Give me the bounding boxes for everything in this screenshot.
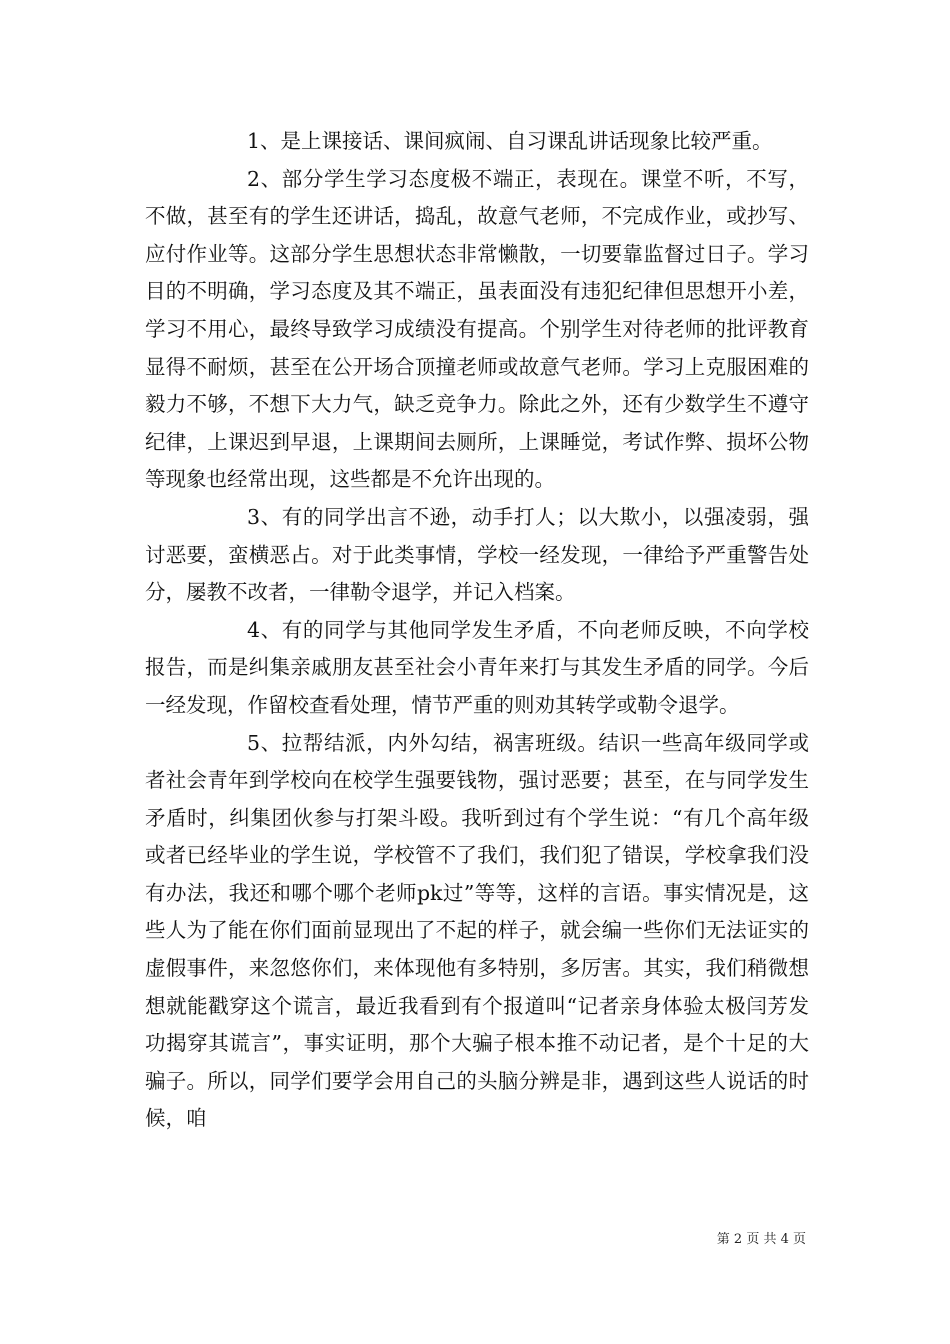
paragraph-item-5: 5、拉帮结派，内外勾结，祸害班级。结识一些高年级同学或者社会青年到学校向在校学生强要钱物，强讨恶要；甚至，在与同学发生矛盾时，纠集团伙参与打架斗殴。我听到过有个学生说：“有几个高年级或者已经毕业的学生说，学校管不了我们，我们犯了错误，学校拿我们没有办法，我还和哪个哪个老师pk过”等等，这样的言语。事实情况是，这些人为了能在你们面前显现出了不起的样子，就会编一些你们无法证实的虚假事件，来忽悠你们，来体现他有多特别，多厉害。其实，我们稍微想想就能戳穿这个谎言，最近我看到有个报道叫“记者亲身体验太极闫芳发功揭穿其谎言”，事实证明，那个大骗子根本推不动记者，是个十足的大骗子。所以，同学们要学会用自己的头脑分辨是非，遇到这些人说话的时候，咱 bbox=[145, 730, 809, 1131]
paragraph-item-4: 4、有的同学与其他同学发生矛盾，不向老师反映，不向学校报告，而是纠集亲戚朋友甚至社会小青年来打与其发生矛盾的同学。今后一经发现，作留校查看处理，情节严重的则劝其转学或勒令退学。 bbox=[145, 617, 809, 717]
paragraph-item-1: 1、是上课接话、课间疯闹、自习课乱讲话现象比较严重。 bbox=[247, 129, 773, 153]
paragraph-item-2: 2、部分学生学习态度极不端正，表现在。课堂不听，不写，不做，甚至有的学生还讲话，捣乱，故意气老师，不完成作业，或抄写、应付作业等。这部分学生思想状态非常懒散，一切要靠监督过日子。学习目的不明确，学习态度及其不端正，虽表面没有违犯纪律但思想开小差，学习不用心，最终导致学习成绩没有提高。个别学生对待老师的批评教育显得不耐烦，甚至在公开场合顶撞老师或故意气老师。学习上克服困难的毅力不够，不想下大力气，缺乏竞争力。除此之外，还有少数学生不遵守纪律，上课迟到早退，上课期间去厕所，上课睡觉，考试作弊、损坏公物等现象也经常出现，这些都是不允许出现的。 bbox=[145, 166, 809, 492]
paragraph-item-3: 3、有的同学出言不逊，动手打人；以大欺小，以强凌弱，强讨恶要，蛮横恶占。对于此类事情，学校一经发现，一律给予严重警告处分，屡教不改者，一律勒令退学，并记入档案。 bbox=[145, 504, 809, 605]
document-body bbox=[145, 123, 809, 1138]
page-number-footer: 第 2 页 共 4 页 bbox=[716, 1232, 806, 1247]
